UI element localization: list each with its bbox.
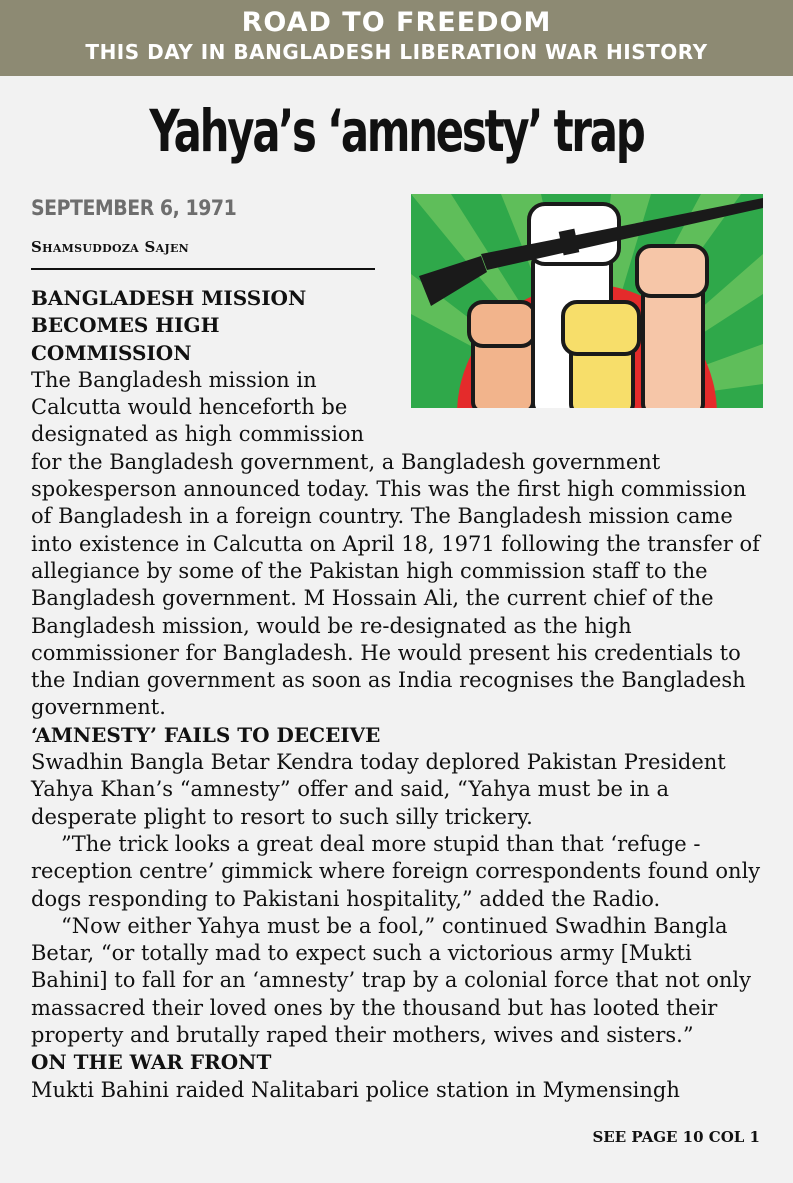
section-heading: ‘AMNESTY’ FAILS TO DECEIVE xyxy=(31,722,381,747)
section-paragraph: The Bangladesh mission in Calcutta would henceforth be designated as high commission for the Bangladesh government, a Bangladesh government spokesperson announced today. This was the first high commission of Bangladesh in a foreign country. The Bangladesh mission came into existence in Calcutta on April 18, 1971 following the transfer of allegiance by some of the Pakistan high commission staff to the Bangladesh government. M Hossain Ali, the current chief of the Bangladesh mission, would be re-designated as the high commissioner for Bangladesh. He would present his credentials to the Indian government as soon as India recognises the Bangladesh government. xyxy=(31,367,760,720)
banner-subtitle: THIS DAY IN BANGLADESH LIBERATION WAR HISTORY xyxy=(85,40,708,64)
header-banner xyxy=(0,0,793,76)
section-paragraph: “Now either Yahya must be a fool,” continued Swadhin Bangla Betar, “or totally mad to expect such a victorious army [Mukti Bahini] to fall for an ‘amnesty’ trap by a colonial force that not only massacred their loved ones by the thousand but has looted their property and brutally raped their mothers, wives and sisters.” xyxy=(31,913,751,1048)
byline: Shamsuddoza Sajen xyxy=(31,238,190,256)
section-paragraph: ”The trick looks a great deal more stupid than that ‘refuge -reception centre’ gimmick where foreign correspondents found only dogs responding to Pakistani hospitality,” added the Radio. xyxy=(31,831,761,911)
byline-divider xyxy=(31,268,375,270)
section-paragraph: Mukti Bahini raided Nalitabari police station in Mymensingh xyxy=(31,1077,680,1102)
headline: Yahya’s ‘amnesty’ trap xyxy=(149,97,644,165)
banner-title: ROAD TO FREEDOM xyxy=(241,7,552,38)
section-paragraph: Swadhin Bangla Betar Kendra today deplored Pakistan President Yahya Khan’s “amnesty” offer and said, “Yahya must be in a desperate plight to resort to such silly trickery. xyxy=(31,750,726,829)
section-heading: BANGLADESH MISSION BECOMES HIGH COMMISSION xyxy=(31,286,307,365)
article-date: SEPTEMBER 6, 1971 xyxy=(31,196,237,220)
section-heading: ON THE WAR FRONT xyxy=(31,1050,272,1075)
continuation-note: SEE PAGE 10 COL 1 xyxy=(592,1128,760,1146)
article-body xyxy=(31,285,766,1104)
